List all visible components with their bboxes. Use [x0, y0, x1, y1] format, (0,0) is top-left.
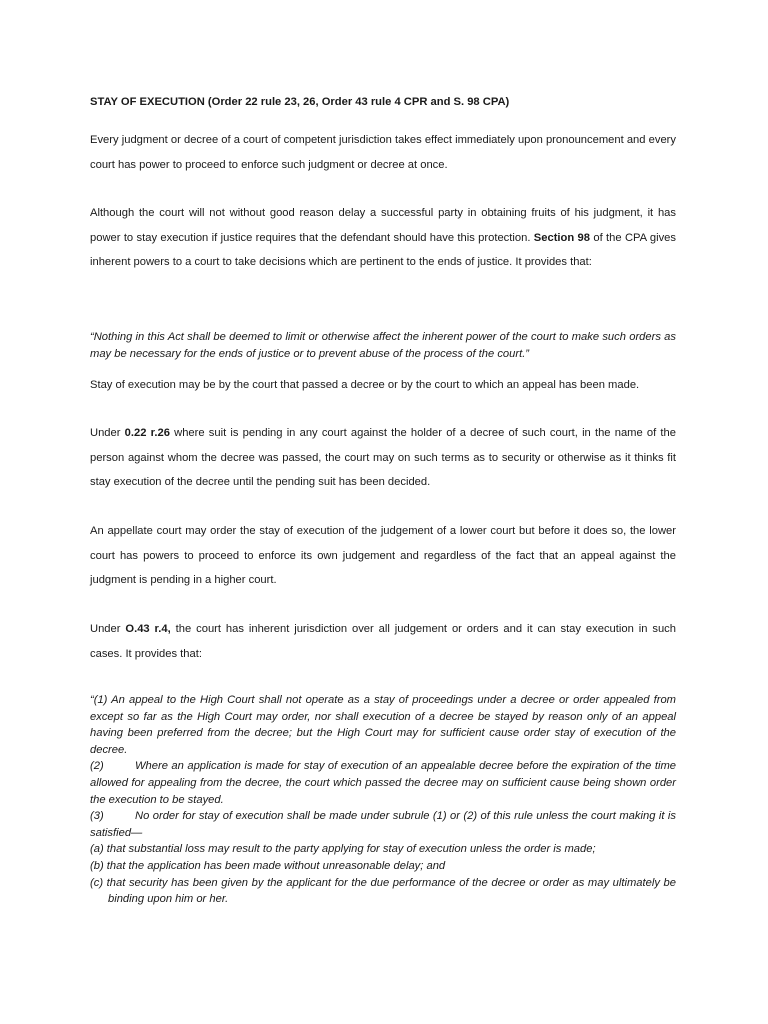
quote-section-98: “Nothing in this Act shall be deemed to limit or otherwise affect the inherent power of the court to make such orders as may be necessary for the ends of justice or to prevent abuse of the process of the court.”: [90, 331, 676, 360]
paragraph-text: Under: [90, 427, 125, 439]
quote-subitem-a: (a) that substantial loss may result to the party applying for stay of execution unless the order is made;: [90, 843, 596, 856]
paragraph-order-22-rule-26: [90, 421, 676, 495]
document-title: STAY OF EXECUTION (Order 22 rule 23, 26, Order 43 rule 4 CPR and S. 98 CPA): [90, 96, 510, 108]
item-text: Where an application is made for stay of execution of an appealable decree before the expiration of the time allowed for appealing from the decree, the court which passed the decree may on sufficient cause being shown order the execution to be stayed.: [90, 760, 676, 806]
item-number: (3): [90, 810, 104, 823]
order-43-ref: O.43 r.4,: [125, 623, 171, 635]
quote-item-2: [90, 758, 676, 808]
paragraph-text: Although the court will not without good reason delay a successful party in obtaining fruits of his judgment, it has power to stay execution if justice requires that the defendant should have this protection.: [90, 207, 676, 244]
paragraph-text: the court has inherent jurisdiction over all judgement or orders and it can stay execution in such cases. It provides that:: [90, 623, 676, 660]
quote-item-3: [90, 808, 676, 841]
paragraph-text: where suit is pending in any court against the holder of a decree of such court, in the name of the person against whom the decree was passed, the court may on such terms as to security or otherwise as it thinks fit stay execution of the decree until the pending suit has been decided.: [90, 427, 676, 488]
paragraph-power-to-stay: [90, 201, 676, 275]
section-98-ref: Section 98: [533, 231, 591, 244]
paragraph-order-43-rule-4: [90, 617, 676, 666]
quote-order-43-rule-4: [90, 692, 676, 908]
item-text: No order for stay of execution shall be made under subrule (1) or (2) of this rule unless the court making it is satisfied—: [90, 810, 676, 839]
quote-subitem-c: (c) that security has been given by the applicant for the due performance of the decree or order as may ultimately be binding upon him or her.: [90, 876, 676, 906]
paragraph-stay-by-court: Stay of execution may be by the court that passed a decree or by the court to which an appeal has been made.: [90, 379, 640, 391]
quote-item-1: “(1) An appeal to the High Court shall not operate as a stay of proceedings under a decree or order appealed from except so far as the High Court may order, nor shall execution of a decree be stayed by reason only of an appeal having been preferred from the decree; but the High Court may for sufficient cause order stay of execution of the decree.: [90, 694, 676, 756]
paragraph-effect-of-judgment: Every judgment or decree of a court of competent jurisdiction takes effect immediately upon pronouncement and every court has power to proceed to enforce such judgment or decree at once.: [90, 134, 676, 171]
item-number: (2): [90, 760, 104, 773]
order-22-ref: 0.22 r.26: [124, 427, 170, 439]
paragraph-text: Under: [90, 623, 126, 635]
quote-subitem-b: (b) that the application has been made without unreasonable delay; and: [90, 859, 446, 872]
paragraph-text: of the CPA gives inherent powers to a court to take decisions which are pertinent to the ends of justice. It provides that:: [90, 231, 676, 268]
paragraph-appellate-court: An appellate court may order the stay of execution of the judgement of a lower court but before it does so, the lower court has powers to proceed to enforce its own judgement and regardless of the fact that an appeal against the judgment is pending in a higher court.: [90, 525, 676, 586]
